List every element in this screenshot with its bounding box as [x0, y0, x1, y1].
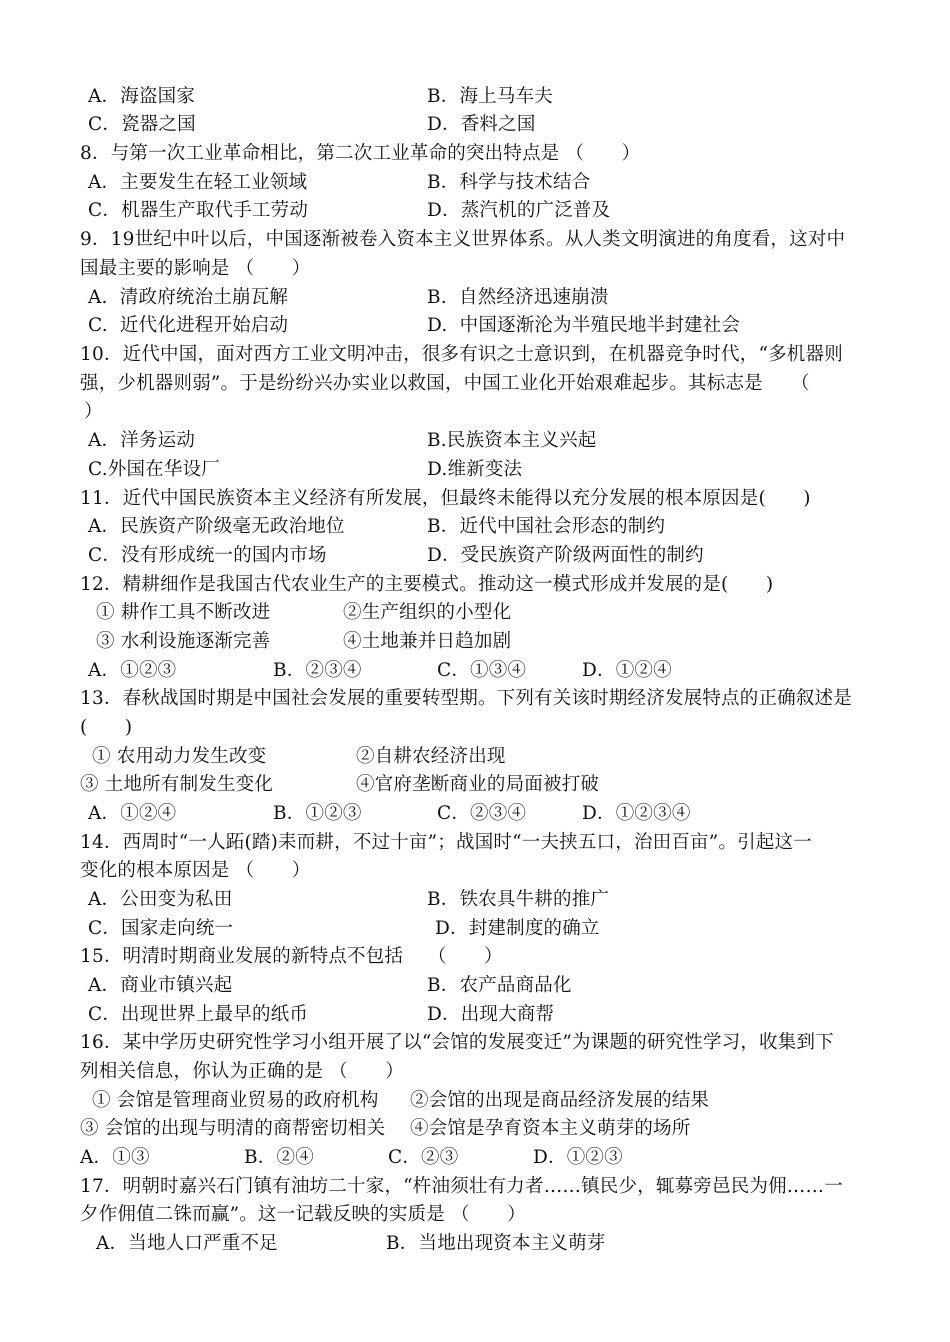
q10-stem-line1: 10．近代中国，面对西方工业文明冲击，很多有识之士意识到，在机器竞争时代，“多机器则	[80, 344, 843, 365]
q14-stem-line1: 14．西周时“一人跖(踏)耒而耕，不过十亩”；战国时“一夫挟五口，治田百亩”。引起这一	[80, 832, 812, 853]
q12-stem: 12．精耕细作是我国古代农业生产的主要模式。推动这一模式形成并发展的是( )	[80, 574, 774, 595]
q11-option-b: B．近代中国社会形态的制约	[427, 516, 666, 537]
q13-option-c: C．②③④	[437, 803, 527, 824]
q12-option-a: A．①②③	[88, 660, 177, 681]
q11-stem: 11．近代中国民族资本主义经济有所发展，但最终未能得以充分发展的根本原因是( )	[80, 488, 811, 509]
q8-option-d: D．蒸汽机的广泛普及	[427, 200, 611, 221]
q16-option-a: A．①③	[80, 1147, 150, 1168]
q10-stem-line3: ）	[84, 401, 103, 422]
q13-option-d: D．①②③④	[582, 803, 691, 824]
q10-option-a: A．洋务运动	[88, 430, 196, 451]
q13-item-2: ②自耕农经济出现	[356, 746, 506, 767]
q13-stem-line1: 13．春秋战国时期是中国社会发展的重要转型期。下列有关该时期经济发展特点的正确叙述是	[80, 688, 852, 709]
q13-stem-line2: ( )	[80, 717, 133, 738]
q8-option-b: B．科学与技术结合	[427, 172, 591, 193]
q16-option-b: B．②④	[244, 1147, 314, 1168]
q15-option-a: A．商业市镇兴起	[88, 975, 233, 996]
q10-option-b: B.民族资本主义兴起	[427, 430, 597, 451]
q14-option-b: B．铁农具牛耕的推广	[427, 889, 610, 910]
q10-option-c: C.外国在华设厂	[88, 459, 220, 480]
q7-option-d: D．香料之国	[427, 114, 536, 135]
q12-item-4: ④土地兼并日趋加剧	[343, 631, 512, 652]
q14-option-a: A．公田变为私田	[88, 889, 233, 910]
q17-stem-line2: 夕作佣值二铢而赢”。这一记载反映的实质是 （ ）	[80, 1204, 526, 1225]
q8-option-a: A．主要发生在轻工业领域	[88, 172, 308, 193]
q9-stem-line1: 9．19世纪中叶以后，中国逐渐被卷入资本主义世界体系。从人类文明演进的角度看，这对中	[80, 229, 846, 250]
q9-stem-line2: 国最主要的影响是 （ ）	[80, 258, 311, 279]
q7-option-b: B．海上马车夫	[427, 86, 553, 107]
q7-option-c: C．瓷器之国	[88, 114, 196, 135]
q12-option-c: C．①③④	[437, 660, 527, 681]
q12-item-3: ③ 水利设施逐渐完善	[96, 631, 271, 652]
q16-item-2: ②会馆的出现是商品经济发展的结果	[410, 1090, 710, 1111]
q15-option-d: D．出现大商帮	[427, 1004, 555, 1025]
q10-option-d: D.维新变法	[427, 459, 523, 480]
q17-option-b: B．当地出现资本主义萌芽	[386, 1233, 606, 1254]
q14-stem-line2: 变化的根本原因是 （ ）	[80, 860, 311, 881]
q16-stem-line2: 列相关信息，你认为正确的是 （ ）	[80, 1061, 404, 1082]
q10-stem-line2: 强，少机器则弱”。于是纷纷兴办实业以救国，中国工业化开始艰难起步。其标志是 （	[80, 373, 810, 394]
q14-option-c: C．国家走向统一	[88, 918, 234, 939]
q9-option-b: B. 自然经济迅速崩溃	[427, 287, 609, 308]
q13-option-b: B．①②③	[273, 803, 362, 824]
q13-option-a: A．①②④	[88, 803, 177, 824]
q16-option-d: D．①②③	[533, 1147, 623, 1168]
q12-item-2: ②生产组织的小型化	[343, 602, 512, 623]
q11-option-d: D．受民族资产阶级两面性的制约	[427, 545, 704, 566]
q16-item-4: ④会馆是孕育资本主义萌芽的场所	[410, 1118, 691, 1139]
q15-stem: 15．明清时期商业发展的新特点不包括 （ ）	[80, 946, 503, 967]
q12-option-b: B．②③④	[273, 660, 362, 681]
q13-item-4: ④官府垄断商业的局面被打破	[356, 774, 600, 795]
q15-option-c: C．出现世界上最早的纸币	[88, 1004, 309, 1025]
q16-option-c: C．②③	[388, 1147, 459, 1168]
q13-item-3: ③ 土地所有制发生变化	[80, 774, 274, 795]
q11-option-c: C．没有形成统一的国内市场	[88, 545, 327, 566]
q12-option-d: D．①②④	[582, 660, 672, 681]
q11-option-a: A．民族资产阶级毫无政治地位	[88, 516, 345, 537]
q8-option-c: C．机器生产取代手工劳动	[88, 200, 309, 221]
q9-option-d: D. 中国逐渐沦为半殖民地半封建社会	[427, 315, 741, 336]
q13-item-1: ① 农用动力发生改变	[92, 746, 267, 767]
q12-item-1: ① 耕作工具不断改进	[96, 602, 271, 623]
q16-item-1: ① 会馆是管理商业贸易的政府机构	[92, 1090, 379, 1111]
q9-option-c: C. 近代化进程开始启动	[88, 315, 289, 336]
q16-item-3: ③ 会馆的出现与明清的商帮密切相关	[80, 1118, 386, 1139]
q9-option-a: A. 清政府统治土崩瓦解	[88, 287, 289, 308]
q16-stem-line1: 16．某中学历史研究性学习小组开展了以“会馆的发展变迁”为课题的研究性学习，收集到下	[80, 1032, 834, 1053]
q17-option-a: A．当地人口严重不足	[96, 1233, 278, 1254]
q8-stem: 8．与第一次工业革命相比，第二次工业革命的突出特点是 （ ）	[80, 143, 641, 164]
q14-option-d: D．封建制度的确立	[435, 918, 600, 939]
q17-stem-line1: 17．明朝时嘉兴石门镇有油坊二十家，“杵油须壮有力者……镇民少，辄募旁邑民为佣……一	[80, 1176, 843, 1197]
q15-option-b: B．农产品商品化	[427, 975, 572, 996]
q7-option-a: A．海盗国家	[88, 86, 196, 107]
